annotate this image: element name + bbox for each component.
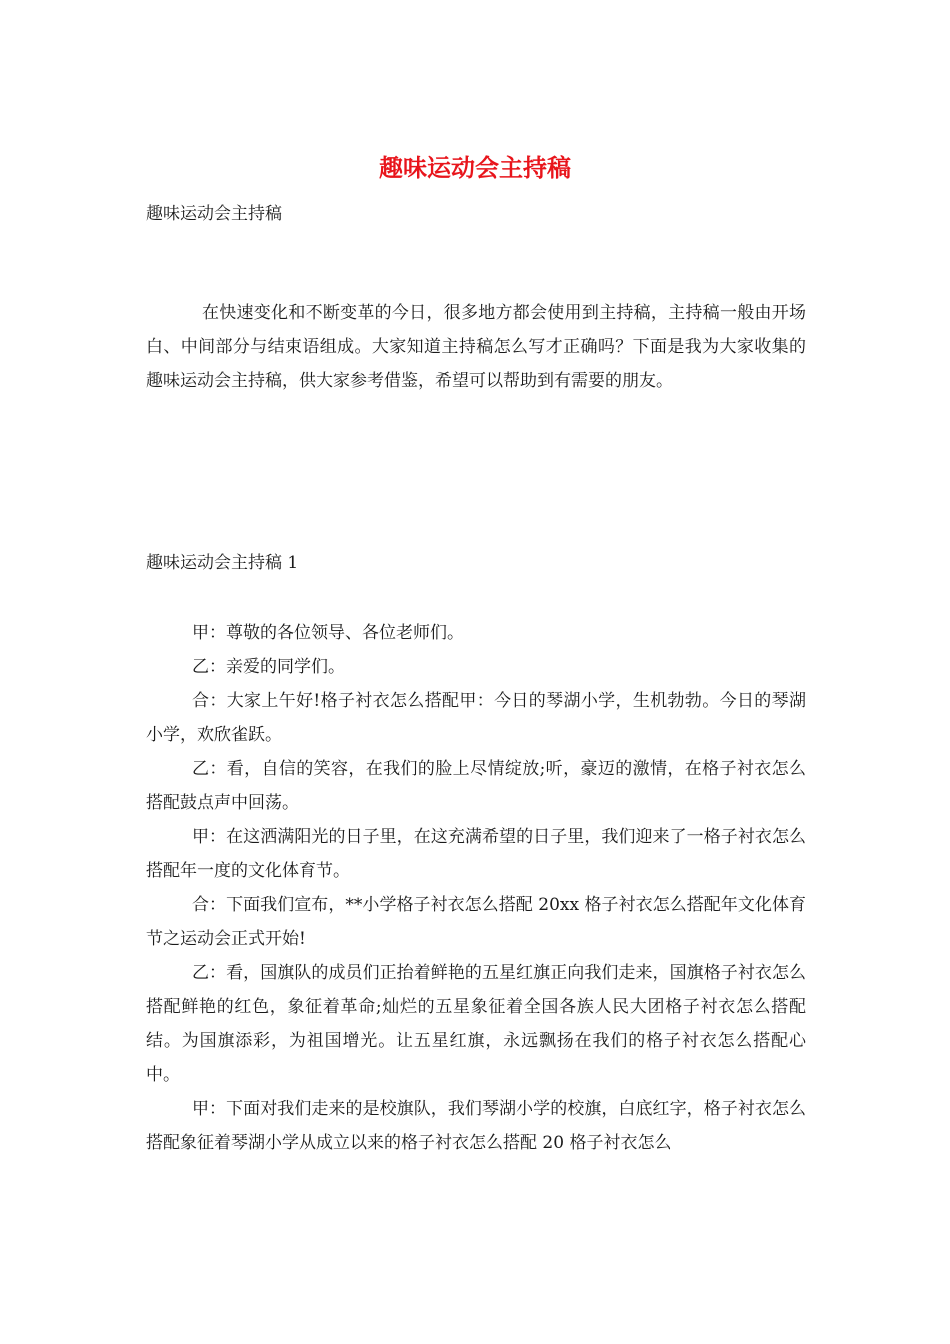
document-title: 趣味运动会主持稿 bbox=[379, 153, 571, 182]
dialogue-block bbox=[146, 616, 806, 1160]
dialogue-line: 甲：尊敬的各位领导、各位老师们。 bbox=[192, 623, 464, 643]
dialogue-line: 甲：在这洒满阳光的日子里，在这充满希望的日子里，我们迎来了一格子衬衣怎么搭配年一度的文化体育节。 bbox=[146, 827, 806, 881]
dialogue-line: 甲：下面对我们走来的是校旗队，我们琴湖小学的校旗，白底红字，格子衬衣怎么搭配象征着琴湖小学从成立以来的格子衬衣怎么搭配 20 格子衬衣怎么 bbox=[146, 1099, 806, 1153]
dialogue-line: 乙：看，自信的笑容，在我们的脸上尽情绽放;听，豪迈的激情，在格子衬衣怎么搭配鼓点声中回荡。 bbox=[146, 759, 806, 813]
dialogue-line: 合：大家上午好!格子衬衣怎么搭配甲：今日的琴湖小学，生机勃勃。今日的琴湖小学，欢欣雀跃。 bbox=[146, 691, 806, 745]
section-heading: 趣味运动会主持稿 1 bbox=[146, 553, 299, 573]
dialogue-line: 乙：看，国旗队的成员们正抬着鲜艳的五星红旗正向我们走来，国旗格子衬衣怎么搭配鲜艳的红色，象征着革命;灿烂的五星象征着全国各族人民大团格子衬衣怎么搭配结。为国旗添彩，为祖国增光。让五星红旗，永远飘扬在我们的格子衬衣怎么搭配心中。 bbox=[146, 963, 806, 1085]
document-subtitle: 趣味运动会主持稿 bbox=[146, 204, 282, 224]
intro-paragraph: 在快速变化和不断变革的今日，很多地方都会使用到主持稿，主持稿一般由开场白、中间部分与结束语组成。大家知道主持稿怎么写才正确吗？下面是我为大家收集的趣味运动会主持稿，供大家参考借鉴，希望可以帮助到有需要的朋友。 bbox=[146, 303, 806, 391]
dialogue-line: 合：下面我们宣布，**小学格子衬衣怎么搭配 20xx 格子衬衣怎么搭配年文化体育节之运动会正式开始! bbox=[146, 895, 806, 949]
dialogue-line: 乙：亲爱的同学们。 bbox=[192, 657, 345, 677]
